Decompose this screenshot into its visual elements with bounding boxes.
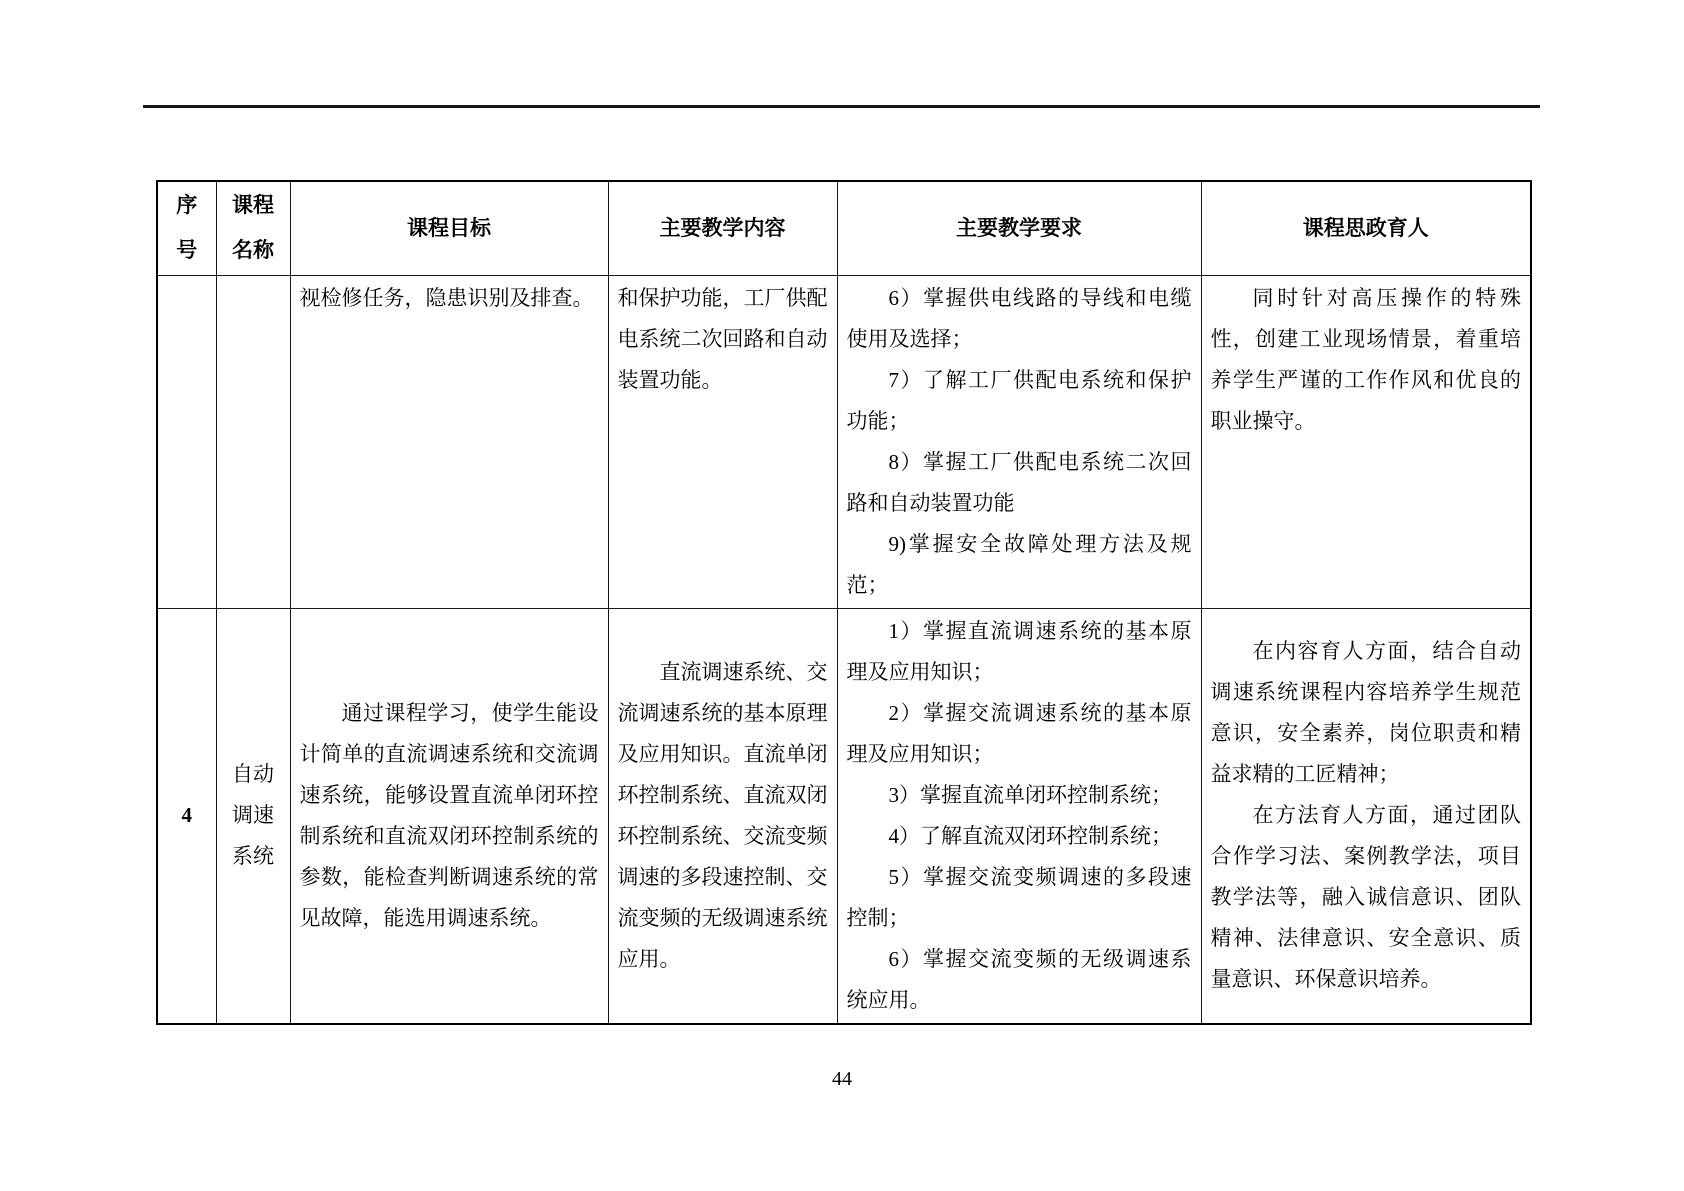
cell-teaching-requirements [837,275,1201,608]
objectives-text: 视检修任务，隐患识别及排查。 [299,285,594,310]
cell-seq [157,275,216,608]
cell-teaching-content [608,608,837,1024]
col-header-teaching-requirements: 主要教学要求 [837,181,1201,275]
teaching-content-text: 和保护功能，工厂供配电系统二次回路和自动装置功能。 [617,285,828,392]
requirement-item: 9)掌握安全故障处理方法及规范； [846,531,1192,597]
requirement-item: 4）了解直流双闭环控制系统； [888,823,1172,848]
cell-teaching-requirements [837,608,1201,1024]
ideology-text: 同时针对高压操作的特殊性，创建工业现场情景，着重培养学生严谨的工作作风和优良的职业操守。 [1210,285,1521,433]
col-header-teaching-content: 主要教学内容 [608,181,837,275]
requirement-item: 3）掌握直流单闭环控制系统； [888,782,1172,807]
objectives-text: 通过课程学习，使学生能设计简单的直流调速系统和交流调速系统，能够设置直流单闭环控制系统和直流双闭环控制系统的参数，能检查判断调速系统的常见故障，能选用调速系统。 [299,700,599,930]
page-number: 44 [832,1068,852,1090]
table-header-row [157,181,1531,275]
requirement-item: 1）掌握直流调速系统的基本原理及应用知识； [846,618,1192,684]
requirement-item: 6）掌握供电线路的导线和电缆使用及选择； [846,285,1192,351]
table-row [157,608,1531,1024]
cell-teaching-content [608,275,837,608]
course-table [156,180,1532,1025]
cell-ideology [1201,608,1531,1024]
header-rule [143,105,1540,108]
col-header-ideology: 课程思政育人 [1201,181,1531,275]
requirement-item: 2）掌握交流调速系统的基本原理及应用知识； [846,700,1192,766]
cell-course-name [216,275,290,608]
requirement-item: 8）掌握工厂供配电系统二次回路和自动装置功能 [846,449,1192,515]
col-header-seq: 序号 [157,181,216,275]
cell-seq: 4 [157,608,216,1024]
requirement-item: 7）了解工厂供配电系统和保护功能； [846,367,1192,433]
requirement-item: 6）掌握交流变频的无级调速系统应用。 [846,946,1192,1012]
cell-objectives [290,608,608,1024]
ideology-text: 在内容育人方面，结合自动调速系统课程内容培养学生规范意识，安全素养，岗位职责和精益求精的工匠精神； [1210,639,1521,786]
col-header-objectives: 课程目标 [290,181,608,275]
cell-course-name: 自动调速系统 [216,608,290,1024]
requirement-item: 5）掌握交流变频调速的多段速控制； [846,864,1192,930]
col-header-course-name: 课程名称 [216,181,290,275]
ideology-text: 在方法育人方面，通过团队合作学习法、案例教学法，项目教学法等，融入诚信意识、团队精神、法律意识、安全意识、质量意识、环保意识培养。 [1210,803,1521,991]
cell-objectives [290,275,608,608]
teaching-content-text: 直流调速系统、交流调速系统的基本原理及应用知识。直流单闭环控制系统、直流双闭环控制系统、交流变频调速的多段速控制、交流变频的无级调速系统应用。 [617,659,828,971]
cell-ideology [1201,275,1531,608]
table-row-continuation [157,275,1531,608]
